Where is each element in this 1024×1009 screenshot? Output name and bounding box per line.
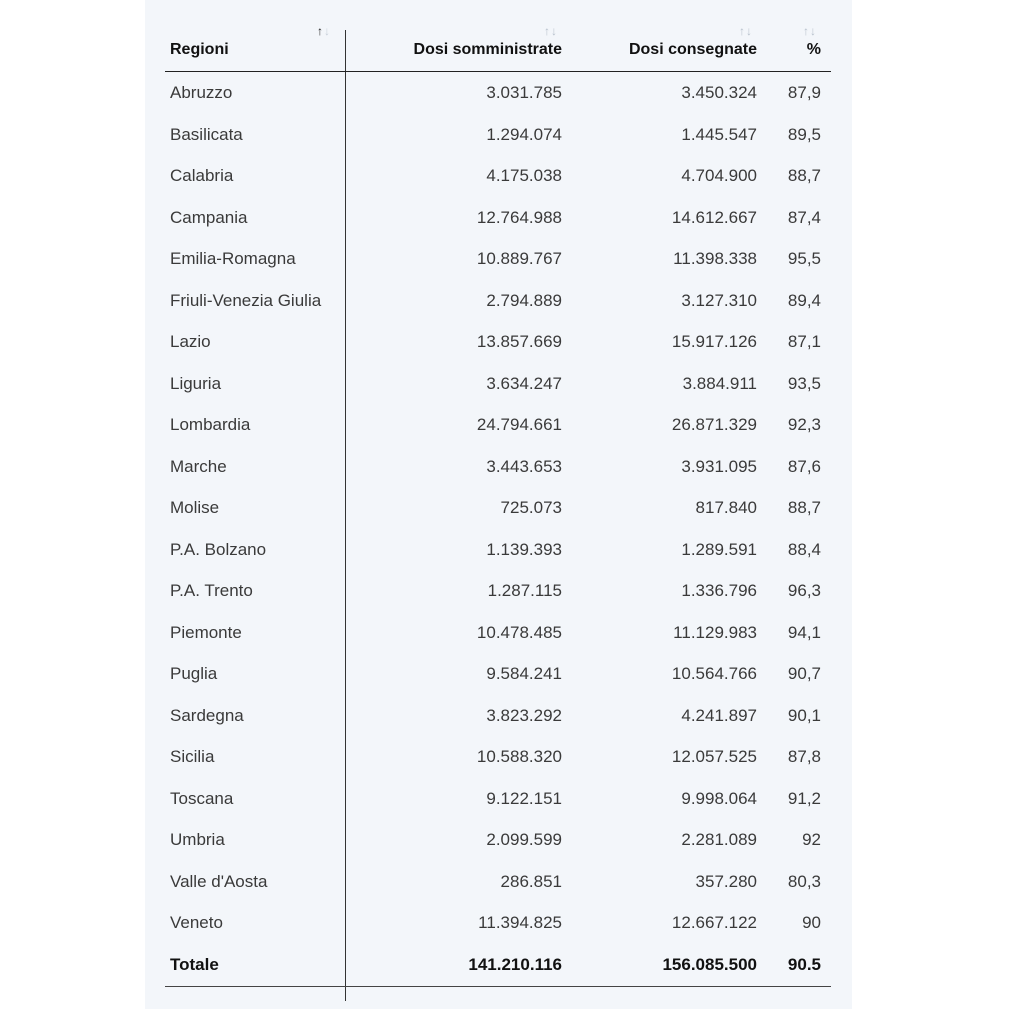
cell-delivered: 1.445.547: [681, 124, 757, 144]
cell-percent: 87,4: [787, 207, 821, 227]
cell-delivered: 817.840: [695, 498, 757, 517]
table-row: [165, 197, 831, 239]
cell-region: Sicilia: [170, 747, 215, 766]
cell-percent: 88,7: [787, 498, 821, 517]
total-row: [165, 944, 831, 987]
table-row: [165, 695, 831, 737]
total-administered: 141.210.116: [468, 954, 562, 974]
cell-administered: 12.764.988: [476, 207, 562, 227]
cell-delivered: 9.998.064: [681, 788, 757, 808]
table-row: [165, 612, 831, 654]
cell-percent: 88,4: [787, 539, 821, 559]
cell-delivered: 4.704.900: [681, 166, 757, 185]
cell-administered: 9.584.241: [486, 664, 562, 683]
cell-administered: 286.851: [500, 871, 562, 891]
cell-region: Veneto: [170, 913, 223, 932]
cell-region: Marche: [170, 456, 227, 476]
header-percent[interactable]: %: [806, 41, 821, 58]
header-dosi-consegnate[interactable]: Dosi consegnate: [628, 41, 757, 58]
cell-delivered: 11.398.338: [673, 249, 757, 268]
cell-administered: 3.634.247: [486, 373, 562, 393]
cell-percent: 92,3: [787, 415, 821, 434]
cell-percent: 90,7: [787, 664, 821, 683]
table-row: [165, 363, 831, 405]
table-row: [165, 321, 831, 363]
cell-delivered: 4.241.897: [681, 705, 757, 725]
cell-delivered: 3.127.310: [681, 290, 757, 310]
cell-delivered: 10.564.766: [671, 664, 757, 683]
cell-region: Basilicata: [170, 124, 243, 144]
table-row: [165, 114, 831, 156]
table-row: [165, 487, 831, 529]
cell-administered: 3.823.292: [486, 705, 562, 725]
table-row: [165, 446, 831, 488]
cell-percent: 93,5: [787, 373, 821, 393]
cell-region: Valle d'Aosta: [170, 871, 268, 891]
cell-administered: 10.588.320: [476, 747, 562, 766]
cell-percent: 80,3: [787, 871, 821, 891]
table-row: [165, 861, 831, 903]
cell-delivered: 12.667.122: [671, 913, 757, 932]
table-row: [165, 778, 831, 820]
total-percent: 90.5: [787, 954, 821, 974]
cell-delivered: 26.871.329: [671, 415, 757, 434]
cell-percent: 95,5: [787, 249, 821, 268]
cell-delivered: 12.057.525: [671, 747, 757, 766]
cell-region: Piemonte: [170, 622, 242, 642]
cell-delivered: 1.289.591: [681, 539, 757, 559]
cell-percent: 87,8: [787, 747, 821, 766]
cell-region: P.A. Bolzano: [170, 539, 267, 559]
cell-region: Calabria: [170, 166, 234, 185]
cell-administered: 1.294.074: [486, 124, 562, 144]
cell-administered: 13.857.669: [476, 332, 562, 351]
cell-region: Emilia-Romagna: [170, 249, 296, 268]
cell-region: Liguria: [170, 373, 222, 393]
table-body: [165, 72, 831, 944]
cell-percent: 92: [802, 830, 821, 849]
cell-administered: 2.099.599: [486, 830, 562, 849]
cell-percent: 88,7: [787, 166, 821, 185]
cell-percent: 87,9: [787, 83, 821, 102]
cell-percent: 87,1: [787, 332, 821, 351]
cell-administered: 1.287.115: [487, 581, 562, 600]
cell-region: Lazio: [170, 332, 211, 351]
table-row: [165, 653, 831, 695]
cell-percent: 96,3: [787, 581, 821, 600]
cell-region: Lombardia: [170, 415, 251, 434]
cell-region: Molise: [170, 498, 220, 517]
cell-administered: 9.122.151: [486, 788, 562, 808]
cell-region: Umbria: [170, 830, 225, 849]
cell-delivered: 3.931.095: [681, 456, 757, 476]
cell-percent: 87,6: [787, 456, 821, 476]
cell-percent: 90,1: [787, 705, 821, 725]
cell-delivered: 357.280: [695, 871, 757, 891]
table-row: [165, 404, 831, 446]
cell-region: Sardegna: [170, 705, 244, 725]
cell-administered: 10.478.485: [476, 622, 562, 642]
table-header: [165, 18, 831, 72]
table-row: [165, 570, 831, 612]
table-row: [165, 736, 831, 778]
sort-delivered-icon[interactable]: ↑↓: [739, 24, 753, 38]
cell-region: P.A. Trento: [170, 581, 253, 600]
cell-delivered: 14.612.667: [671, 207, 757, 227]
cell-delivered: 15.917.126: [671, 332, 757, 351]
cell-administered: 2.794.889: [486, 290, 562, 310]
sort-administered-icon[interactable]: ↑↓: [544, 24, 558, 38]
cell-delivered: 3.450.324: [681, 83, 757, 102]
sort-region-icon[interactable]: ↑↓: [317, 24, 331, 38]
cell-region: Campania: [170, 207, 248, 227]
table-row: [165, 238, 831, 280]
vaccine-doses-table: [165, 18, 831, 987]
cell-administered: 725.073: [500, 498, 562, 517]
table-row: [165, 280, 831, 322]
header-regioni[interactable]: Regioni: [170, 41, 229, 58]
table-row: [165, 902, 831, 944]
total-delivered: 156.085.500: [662, 954, 757, 974]
cell-delivered: 1.336.796: [681, 581, 757, 600]
cell-administered: 10.889.767: [476, 249, 562, 268]
cell-delivered: 11.129.983: [673, 622, 757, 642]
table-row: [165, 72, 831, 114]
cell-percent: 91,2: [787, 788, 821, 808]
cell-administered: 1.139.393: [486, 539, 562, 559]
header-dosi-somministrate[interactable]: Dosi somministrate: [413, 41, 562, 58]
cell-region: Friuli-Venezia Giulia: [170, 290, 322, 310]
total-label: Totale: [170, 954, 219, 974]
cell-delivered: 3.884.911: [682, 373, 757, 393]
cell-administered: 3.443.653: [486, 456, 562, 476]
sort-percent-icon[interactable]: ↑↓: [803, 24, 817, 38]
cell-region: Toscana: [170, 788, 234, 808]
cell-percent: 90: [802, 913, 821, 932]
cell-percent: 89,4: [787, 290, 821, 310]
table-row: [165, 529, 831, 571]
cell-percent: 94,1: [787, 622, 821, 642]
cell-administered: 24.794.661: [476, 415, 562, 434]
table-row: [165, 819, 831, 861]
table-row: [165, 155, 831, 197]
cell-region: Puglia: [170, 664, 218, 683]
cell-region: Abruzzo: [170, 83, 233, 102]
cell-administered: 11.394.825: [478, 913, 562, 932]
cell-administered: 3.031.785: [486, 83, 562, 102]
cell-administered: 4.175.038: [486, 166, 562, 185]
cell-delivered: 2.281.089: [681, 830, 757, 849]
cell-percent: 89,5: [787, 124, 821, 144]
